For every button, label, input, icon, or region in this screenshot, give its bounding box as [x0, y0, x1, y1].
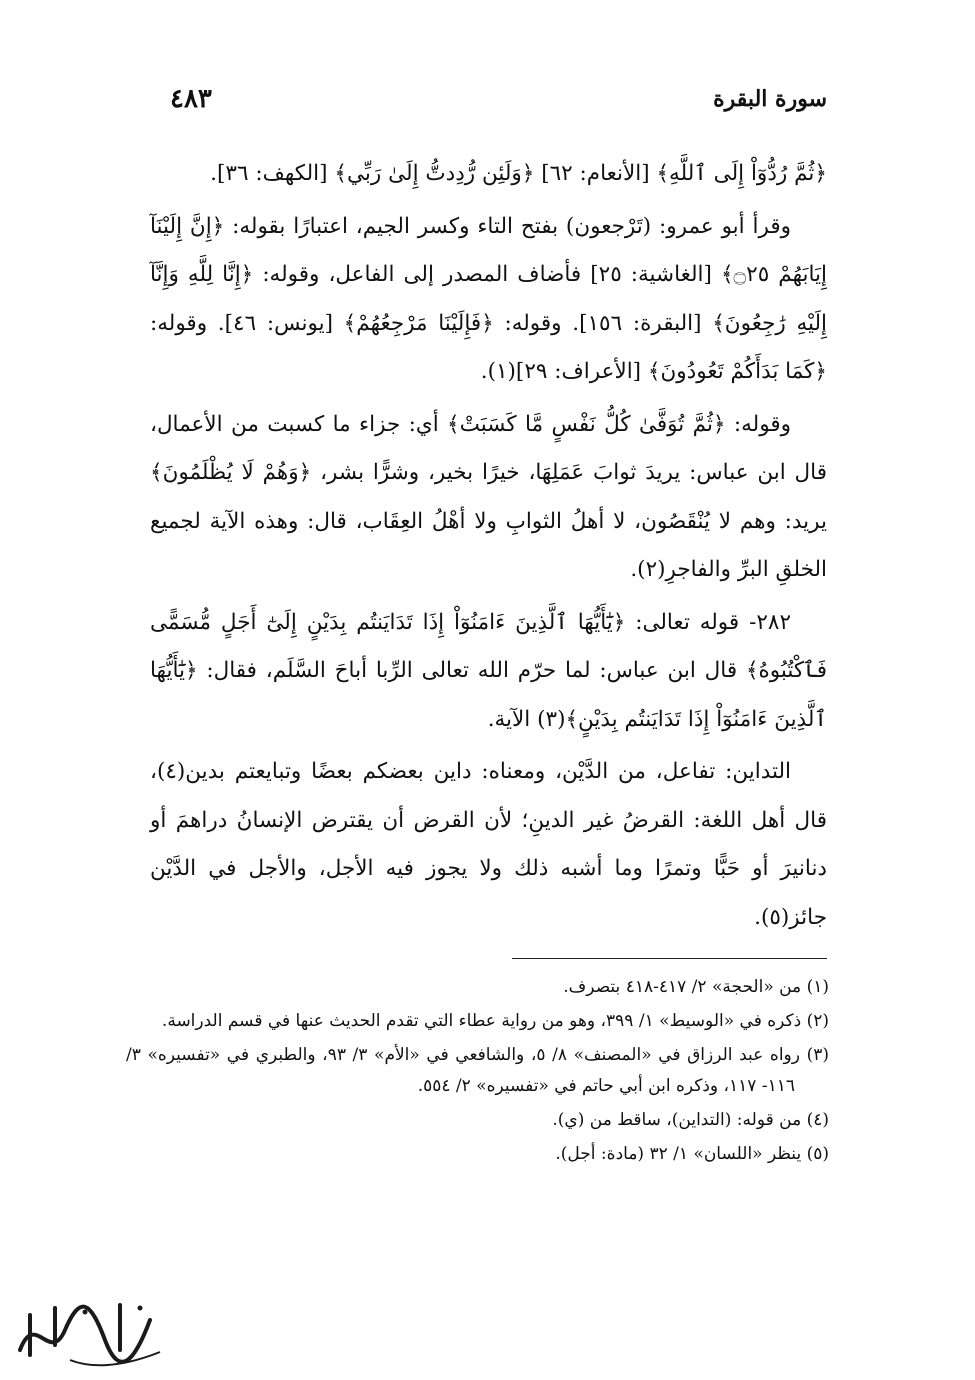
footnote: (٣) رواه عبد الرزاق في «المصنف» ٨/ ٥، والشافعي في «الأم» ٣/ ٩٣، والطبري في «تفسيره» ٣/ ١١٦- ١١٧، وذكره ابن أبي حاتم في «تفسيره» ٢/ ٥٥٤.	[126, 1045, 829, 1096]
main-text	[150, 150, 827, 946]
paragraph: وقرأ أبو عمرو: (تَرْجعون) بفتح التاء وكسر الجيم، اعتبارًا بقوله: ﴿إِنَّ إِلَيْنَآ إِيَابَهُمْ ۝٢٥﴾ [الغاشية: ٢٥] فأضاف المصدر إلى الفاعل، وقوله: ﴿إِنَّا لِلَّهِ وَإِنَّآ إِلَيْهِ رَٰجِعُونَ﴾ [البقرة: ١٥٦]. وقوله: ﴿فَإِلَيْنَا مَرْجِعُهُمْ﴾ [يونس: ٤٦]. وقوله: ﴿كَمَا بَدَأَكُمْ تَعُودُونَ﴾ [الأعراف: ٢٩](١).	[150, 213, 828, 384]
footnote: (٢) ذكره في «الوسيط» ١/ ٣٩٩، وهو من رواية عطاء التي تقدم الحديث عنها في قسم الدراسة.	[161, 1011, 829, 1031]
paragraph: ﴿ثُمَّ رُدُّوٓاْ إِلَى ٱللَّهِ﴾ [الأنعام: ٦٢] ﴿وَلَئِن رُّدِدتُّ إِلَىٰ رَبِّي﴾ [الكهف: ٣٦].	[210, 161, 827, 186]
running-title: سورة البقرة	[713, 86, 827, 112]
paragraph: ٢٨٢- قوله تعالى: ﴿يَٰٓأَيُّهَا ٱلَّذِينَ ءَامَنُوٓاْ إِذَا تَدَايَنتُم بِدَيْنٍ إِلَىٰٓ أَجَلٍ مُّسَمًّى فَٱكْتُبُوهُ﴾ قال ابن عباس: لما حرّم الله تعالى الرِّبا أباحَ السَّلَم، فقال: ﴿يَٰٓأَيُّهَا ٱلَّذِينَ ءَامَنُوٓاْ إِذَا تَدَايَنتُم بِدَيْنٍ﴾(٣) الآية.	[150, 609, 827, 732]
paragraph: وقوله: ﴿ثُمَّ تُوَفَّىٰ كُلُّ نَفْسٍ مَّا كَسَبَتْ﴾ أي: جزاء ما كسبت من الأعمال، قال ابن عباس: يريدَ ثوابَ عَمَلِهَا، خيرًا بخير، وشرًّا بشر، ﴿وَهُمْ لَا يُظْلَمُونَ﴾ يريد: وهم لا يُنْقَصُون، لا أهلُ الثوابِ ولا أهْلُ العِقَاب، قال: وهذه الآية لجميع الخلقِ البرِّ والفاجرِ(٢).	[150, 411, 827, 582]
paragraph: التداين: تفاعل، من الدَّيْن، ومعناه: داين بعضكم بعضًا وتبايعتم بدين(٤)، قال أهل اللغة: القرضُ غير الدينِ؛ لأن القرض أن يقترض الإنسانُ دراهمَ أو دنانيرَ أو حَبًّا وتمرًا وما أشبه ذلك ولا يجوز فيه الأجل، والأجل في الدَّيْن جائز(٥).	[150, 759, 827, 930]
page-number: ٤٨٣	[170, 84, 212, 114]
footnotes	[126, 972, 829, 1173]
publisher-logo	[10, 1290, 180, 1370]
footnote: (١) من «الحجة» ٢/ ٤١٧-٤١٨ بتصرف.	[563, 977, 829, 997]
page-header	[150, 84, 827, 124]
footnote: (٥) ينظر «اللسان» ١/ ٣٢ (مادة: أجل).	[555, 1144, 829, 1164]
footnote-separator	[512, 958, 827, 959]
footnote: (٤) من قوله: (التداين)، ساقط من (ي).	[552, 1110, 829, 1130]
